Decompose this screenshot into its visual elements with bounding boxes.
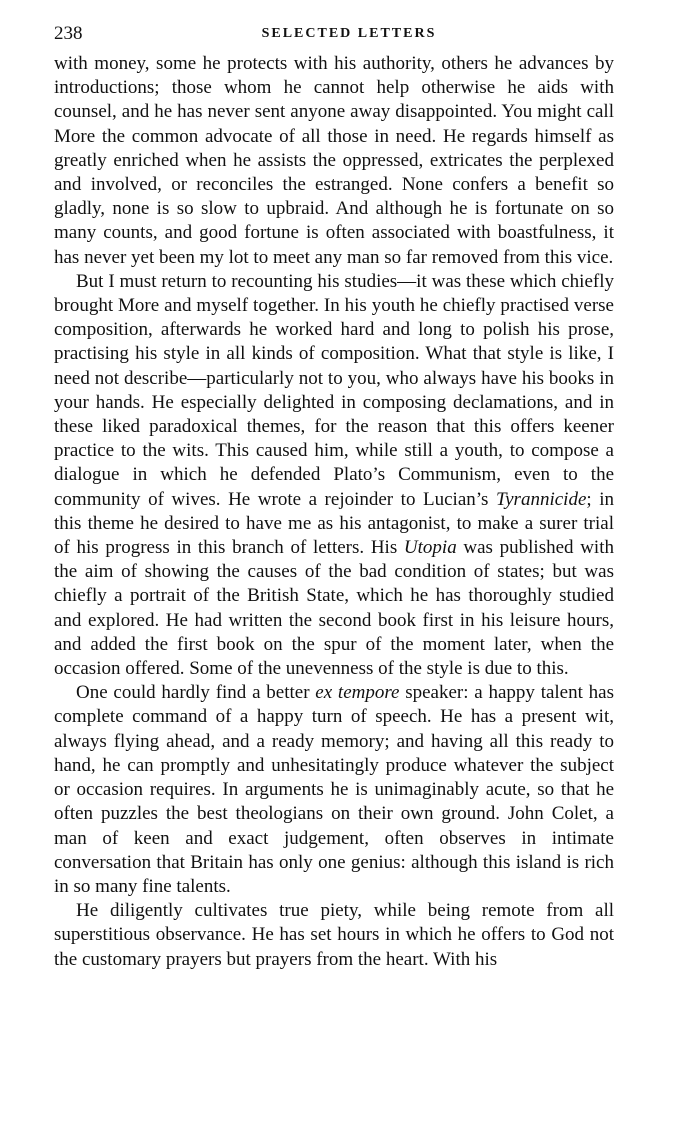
paragraph-1-text: with money, some he protects with his authority, others he advances by introductions; those whom he cannot help otherwise he aids with counsel, and he has never sent anyone away disappointed. You might call More the common advocate of all those in need. He regards himself as greatly enriched when he assists the oppressed, extricates the perplexed and involved, or reconciles the estranged. None confers a benefit so gladly, none is so slow to upbraid. And although he is fortunate on so many counts, and good fortune is often associated with boastfulness, it has never yet been my lot to meet any man so far removed from this vice. <box>54 53 614 268</box>
body-text <box>54 52 614 972</box>
title-tyrannicide: Tyrannicide <box>495 488 587 510</box>
page-number: 238 <box>54 23 83 44</box>
paragraph-2-text-a: But I must return to recounting his studies—it was these which chiefly brought More and myself together. In his youth he chiefly practised verse composition, afterwards he worked hard and long to polish his prose, practising his style in all kinds of composition. What that style is like, I need not describe—particularly not to you, who always have his books in your hands. He especially delighted in composing declamations, and in these liked paradoxical themes, for the reason that this offers keener practice to the wits. This caused him, while still a youth, to compose a dialogue in which he defended Plato’s Communism, even to the community of wives. He wrote a rejoinder to Lucian’s <box>54 270 614 510</box>
running-head <box>54 22 614 46</box>
running-title: SELECTED LETTERS <box>261 26 437 41</box>
paragraph-1 <box>54 52 614 270</box>
paragraph-3 <box>54 681 614 899</box>
paragraph-2 <box>54 270 614 681</box>
paragraph-2-text-b: ; in this theme he desired to have me as his antagonist, to make a surer trial of his progress in this branch of letters. His <box>54 488 614 559</box>
paragraph-3-text-a: One could hardly find a better <box>76 682 316 704</box>
paragraph-2-text-c: was published with the aim of showing the causes of the bad condition of states; but was chiefly a portrait of the British State, which he has thoroughly studied and explored. He had written the second book first in his leisure hours, and added the first book on the spur of the moment later, when the occasion offered. Some of the unevenness of the style is due to this. <box>54 537 614 680</box>
paragraph-3-text-b: speaker: a happy talent has complete command of a happy turn of speech. He has a present wit, always flying ahead, and a ready memory; and having all this ready to hand, he can promptly and unhesitatingly produce whatever the subject or occasion requires. In arguments he is unimaginably acute, so that he often puzzles the best theologians on their own ground. John Colet, a man of keen and exact judgement, often observes in intimate conversation that Britain has only one genius: although this island is rich in so many fine talents. <box>54 682 614 897</box>
phrase-ex-tempore: ex tempore <box>315 682 400 704</box>
paragraph-4 <box>54 899 614 972</box>
paragraph-4-text: He diligently cultivates true piety, while being remote from all superstitious observance. He has set hours in which he offers to God not the customary prayers but prayers from the heart. With his <box>54 900 614 970</box>
title-utopia: Utopia <box>403 537 457 559</box>
book-page <box>54 22 614 972</box>
